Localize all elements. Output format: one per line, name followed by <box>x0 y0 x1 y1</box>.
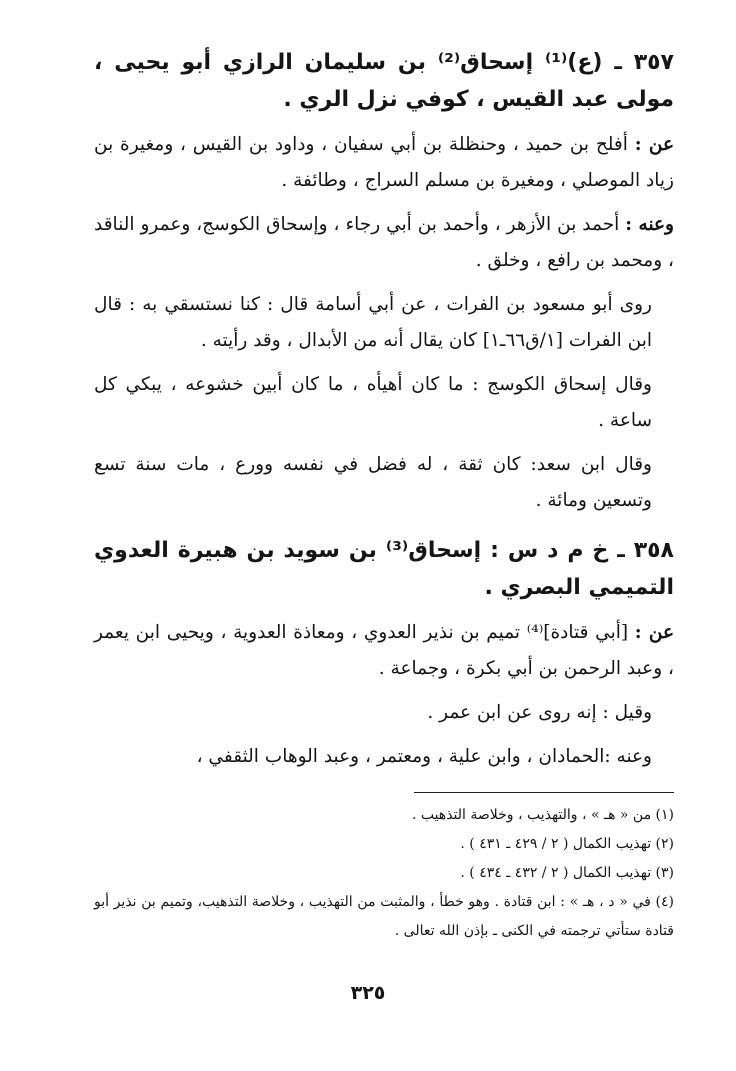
page-body <box>94 40 674 946</box>
footnote-separator <box>414 792 674 793</box>
footnote-2: (٢) تهذيب الكمال ( ٢ / ٤٢٩ ـ ٤٣١ ) . <box>460 836 674 852</box>
footnote-3: (٣) تهذيب الكمال ( ٢ / ٤٣٢ ـ ٤٣٤ ) . <box>460 865 674 881</box>
entry-357-ibn-saad-quote: وقال ابن سعد: كان ثقة ، له فضل في نفسه وورع ، مات سنة تسع وتسعين ومائة . <box>94 454 652 511</box>
teachers-text: أفلح بن حميد ، وحنظلة بن أبي سفيان ، وداود بن القيس ، ومغيرة بن زياد الموصلي ، ومغيرة بن مسلم السراج ، وطائفة . <box>94 134 674 191</box>
footnote-1: (١) من « هـ » ، والتهذيب ، وخلاصة التذهيب . <box>411 807 674 823</box>
page-number: ٣٢٥ <box>350 982 386 1004</box>
entry-357-narration: روى أبو مسعود بن الفرات ، عن أبي أسامة قال : كنا نستسقي به : قال ابن الفرات [١/ق٦٦ـ١] كان يقال أنه من الأبدال ، وقد رأيته . <box>94 294 652 351</box>
students-label: وعنه : <box>625 214 674 235</box>
entry-358-note: وقيل : إنه روى عن ابن عمر . <box>427 702 652 723</box>
teachers-label: عن : <box>634 134 674 155</box>
footnote-4: (٤) في « د ، هـ » : ابن قتادة . وهو خطأ ، والمثبت من التهذيب ، وخلاصة التذهيب، وتميم بن نذير أبو قتادة ستأتي ترجمته في الكنى ـ بإذن الله تعالى . <box>94 894 674 939</box>
entry-358-heading: ٣٥٨ ـ خ م د س : إسحاق⁽³⁾ بن سويد بن هبيرة العدوي التميمي البصري . <box>94 538 674 600</box>
teachers-text: [أبي قتادة]⁽⁴⁾ تميم بن نذير العدوي ، ومعاذة العدوية ، ويحيى ابن يعمر ، وعبد الرحمن بن أبي بكرة ، وجماعة . <box>94 622 674 679</box>
teachers-label: عن : <box>634 622 674 643</box>
entry-357-teachers <box>94 122 674 202</box>
students-text: أحمد بن الأزهر ، وأحمد بن أبي رجاء ، وإسحاق الكوسج، وعمرو الناقد ، ومحمد بن رافع ، وخلق . <box>94 214 674 271</box>
entry-358-students: وعنه :الحمادان ، وابن علية ، ومعتمر ، وعبد الوهاب الثقفي ، <box>196 746 652 767</box>
entry-357-students <box>94 202 674 282</box>
entry-357-kawsaj-quote: وقال إسحاق الكوسج : ما كان أهيأه ، ما كان أبين خشوعه ، يبكي كل ساعة . <box>94 374 652 431</box>
entry-357-heading: ٣٥٧ ـ (ع)⁽¹⁾ إسحاق⁽²⁾ بن سليمان الرازي أبو يحيى ، مولى عبد القيس ، كوفي نزل الري . <box>94 50 674 112</box>
entry-358-teachers <box>94 610 674 690</box>
